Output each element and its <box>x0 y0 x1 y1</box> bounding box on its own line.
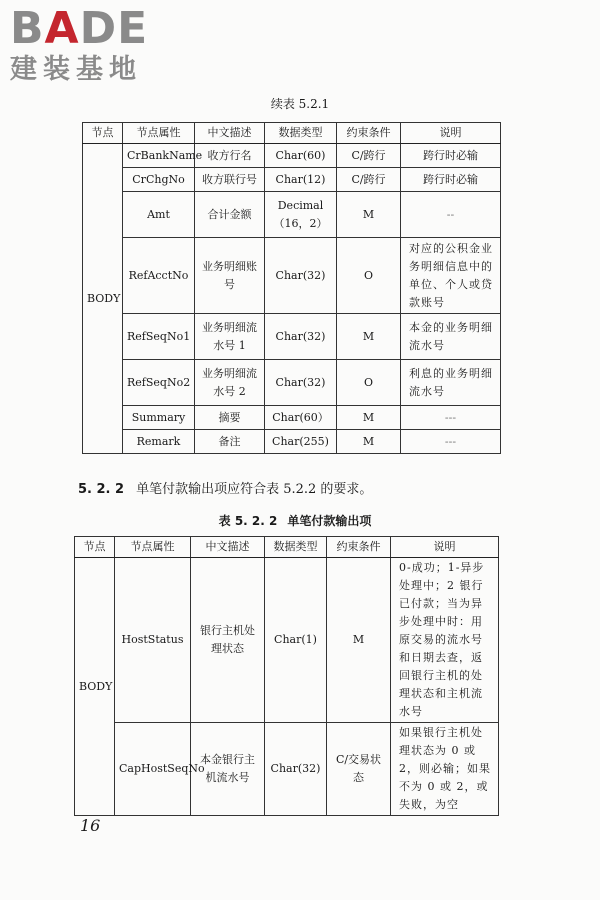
header-note: 说明 <box>391 537 499 558</box>
attr-cell: RefSeqNo2 <box>123 360 195 406</box>
type-cell: Char(60） <box>265 406 337 430</box>
table-row <box>83 238 501 314</box>
note-cell: --- <box>401 406 501 430</box>
header-note: 说明 <box>401 123 501 144</box>
attr-cell: RefSeqNo1 <box>123 314 195 360</box>
logo-wordmark <box>10 3 180 54</box>
type-cell: Char(32) <box>265 314 337 360</box>
header-attribute: 节点属性 <box>123 123 195 144</box>
constraint-cell: M <box>327 558 391 723</box>
note-cell: --- <box>401 430 501 454</box>
table-row <box>83 144 501 168</box>
note-cell: -- <box>401 192 501 238</box>
note-cell: 跨行时必输 <box>401 168 501 192</box>
type-cell: Char(1) <box>265 558 327 723</box>
attr-cell: Summary <box>123 406 195 430</box>
constraint-cell: C/交易状态 <box>327 723 391 816</box>
type-cell: Char(12) <box>265 168 337 192</box>
logo-letter-b: B <box>10 3 45 54</box>
desc-cell: 收方联行号 <box>195 168 265 192</box>
attr-cell: CrChgNo <box>123 168 195 192</box>
type-cell: Char(32) <box>265 238 337 314</box>
table-row <box>83 168 501 192</box>
clause-5-2-2 <box>78 478 372 497</box>
logo <box>10 3 180 86</box>
attr-cell: CapHostSeqNo <box>115 723 191 816</box>
table-5-2-1-continued <box>82 122 501 454</box>
type-cell: Char(32) <box>265 723 327 816</box>
node-cell: BODY <box>75 558 115 816</box>
table-header-row <box>83 123 501 144</box>
type-cell: Char(32) <box>265 360 337 406</box>
table-row <box>83 360 501 406</box>
note-cell: 跨行时必输 <box>401 144 501 168</box>
note-cell: 0-成功；1-异步处理中；2 银行已付款；当为异步处理中时：用原交易的流水号和日期去查，返回银行主机的处理状态和主机流水号 <box>391 558 499 723</box>
logo-letter-a: A <box>44 3 80 54</box>
desc-cell: 银行主机处理状态 <box>191 558 265 723</box>
desc-cell: 业务明细账号 <box>195 238 265 314</box>
constraint-cell: M <box>337 406 401 430</box>
header-type: 数据类型 <box>265 537 327 558</box>
table-row <box>83 406 501 430</box>
type-cell: Char(255) <box>265 430 337 454</box>
header-constraint: 约束条件 <box>327 537 391 558</box>
desc-cell: 收方行名 <box>195 144 265 168</box>
note-cell: 如果银行主机处理状态为 0 或 2，则必输；如果不为 0 或 2，或失败，为空 <box>391 723 499 816</box>
note-cell: 对应的公积金业务明细信息中的单位、个人或贷款账号 <box>401 238 501 314</box>
header-node: 节点 <box>75 537 115 558</box>
table2-caption <box>0 512 600 529</box>
table2-caption-number: 表 5. 2. 2 <box>218 514 278 528</box>
header-constraint: 约束条件 <box>337 123 401 144</box>
attr-cell: Amt <box>123 192 195 238</box>
note-cell: 利息的业务明细流水号 <box>401 360 501 406</box>
constraint-cell: M <box>337 192 401 238</box>
constraint-cell: O <box>337 238 401 314</box>
node-cell: BODY <box>83 144 123 454</box>
desc-cell: 摘要 <box>195 406 265 430</box>
desc-cell: 业务明细流水号 1 <box>195 314 265 360</box>
desc-cell: 本金银行主机流水号 <box>191 723 265 816</box>
table2-caption-title: 单笔付款输出项 <box>287 514 372 528</box>
table-header-row <box>75 537 499 558</box>
constraint-cell: M <box>337 430 401 454</box>
attr-cell: HostStatus <box>115 558 191 723</box>
table-row <box>83 430 501 454</box>
constraint-cell: C/跨行 <box>337 144 401 168</box>
constraint-cell: O <box>337 360 401 406</box>
table-row <box>83 314 501 360</box>
desc-cell: 业务明细流水号 2 <box>195 360 265 406</box>
header-type: 数据类型 <box>265 123 337 144</box>
table-row <box>75 558 499 723</box>
header-description: 中文描述 <box>195 123 265 144</box>
constraint-cell: C/跨行 <box>337 168 401 192</box>
desc-cell: 合计金额 <box>195 192 265 238</box>
constraint-cell: M <box>337 314 401 360</box>
attr-cell: CrBankName <box>123 144 195 168</box>
clause-number: 5. 2. 2 <box>78 482 125 497</box>
note-cell: 本金的业务明细流水号 <box>401 314 501 360</box>
header-attribute: 节点属性 <box>115 537 191 558</box>
table1-caption: 续表 5.2.1 <box>270 97 330 111</box>
table-row <box>83 192 501 238</box>
clause-text: 单笔付款输出项应符合表 5.2.2 的要求。 <box>136 482 373 497</box>
attr-cell: Remark <box>123 430 195 454</box>
page-number: 16 <box>80 816 101 835</box>
header-node: 节点 <box>83 123 123 144</box>
table-5-2-2 <box>74 536 499 816</box>
header-description: 中文描述 <box>191 537 265 558</box>
logo-letters-de: DE <box>79 3 149 54</box>
type-cell: Char(60) <box>265 144 337 168</box>
desc-cell: 备注 <box>195 430 265 454</box>
logo-subtitle: 建装基地 <box>10 54 142 85</box>
table-row <box>75 723 499 816</box>
attr-cell: RefAcctNo <box>123 238 195 314</box>
type-cell: Decimal （16，2） <box>265 192 337 238</box>
